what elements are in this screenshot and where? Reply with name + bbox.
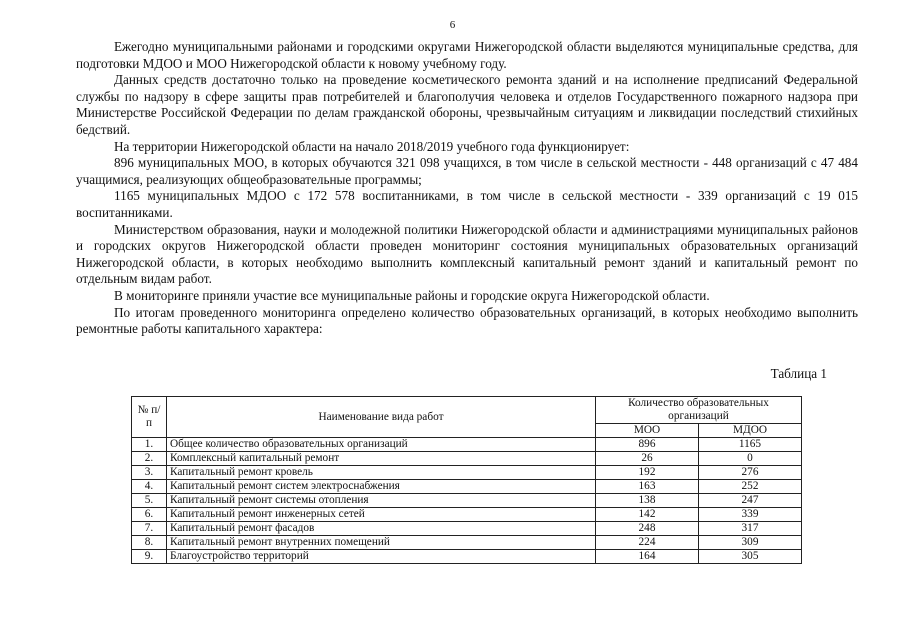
row-name: Капитальный ремонт систем электроснабжения	[167, 480, 596, 494]
row-num: 2.	[132, 452, 167, 466]
row-num: 8.	[132, 536, 167, 550]
table-row	[132, 550, 802, 564]
row-name: Капитальный ремонт внутренних помещений	[167, 536, 596, 550]
body-text	[76, 39, 858, 338]
table-row	[132, 522, 802, 536]
paragraph: Данных средств достаточно только на проведение косметического ремонта зданий и на исполнение предписаний Федеральной службы по надзору в сфере защиты прав потребителей и благополучия человека и отделов Государственного пожарного надзора при Министерстве Российской Федерации по делам гражданской обороны, чрезвычайным ситуациям и ликвидации последствий стихийных бедствий.	[76, 72, 858, 137]
row-mdoo: 0	[699, 452, 802, 466]
paragraph: На территории Нижегородской области на начало 2018/2019 учебного года функционирует:	[114, 138, 630, 154]
row-num: 1.	[132, 438, 167, 452]
row-moo: 138	[596, 494, 699, 508]
row-name: Капитальный ремонт кровель	[167, 466, 596, 480]
paragraph: 896 муниципальных МОО, в которых обучаются 321 098 учащихся, в том числе в сельской местности - 448 организаций с 47 484 учащимися, реализующих общеобразовательные программы;	[76, 155, 858, 187]
row-mdoo: 252	[699, 480, 802, 494]
header-name: Наименование вида работ	[167, 397, 596, 438]
row-mdoo: 1165	[699, 438, 802, 452]
row-num: 6.	[132, 508, 167, 522]
row-name: Капитальный ремонт системы отопления	[167, 494, 596, 508]
row-moo: 163	[596, 480, 699, 494]
row-moo: 896	[596, 438, 699, 452]
row-num: 4.	[132, 480, 167, 494]
table-row	[132, 466, 802, 480]
row-mdoo: 317	[699, 522, 802, 536]
row-moo: 164	[596, 550, 699, 564]
header-num: № п/п	[132, 397, 167, 438]
table-row	[132, 438, 802, 452]
paragraph: Ежегодно муниципальными районами и городскими округами Нижегородской области выделяются муниципальные средства, для подготовки МДОО и МОО Нижегородской области к новому учебному году.	[76, 39, 858, 71]
row-moo: 26	[596, 452, 699, 466]
page-number: 6	[449, 19, 456, 31]
row-num: 9.	[132, 550, 167, 564]
paragraph: Министерством образования, науки и молодежной политики Нижегородской области и администрациями муниципальных районов и городских округов Нижегородской области проведен мониторинг состояния муниципальных образовательных организаций Нижегородской области, в которых необходимо выполнить комплексный капитальный ремонт зданий и капитальный ремонт по отдельным видам работ.	[76, 221, 858, 287]
paragraph: По итогам проведенного мониторинга определено количество образовательных организаций, в которых необходимо выполнить ремонтные работы капитального характера:	[76, 304, 858, 337]
row-name: Благоустройство территорий	[167, 550, 596, 564]
paragraph: 1165 муниципальных МДОО с 172 578 воспитанниками, в том числе в сельской местности - 339 организаций с 19 015 воспитанниками.	[76, 188, 858, 220]
table-row	[132, 480, 802, 494]
row-num: 5.	[132, 494, 167, 508]
row-mdoo: 276	[699, 466, 802, 480]
repair-table	[131, 396, 802, 564]
header-moo: МОО	[596, 424, 699, 438]
row-moo: 224	[596, 536, 699, 550]
table-row	[132, 494, 802, 508]
table-row	[132, 536, 802, 550]
table-caption: Таблица 1	[770, 366, 827, 381]
table-header-row	[132, 397, 802, 424]
table-row	[132, 452, 802, 466]
table-row	[132, 508, 802, 522]
row-mdoo: 247	[699, 494, 802, 508]
row-name: Комплексный капитальный ремонт	[167, 452, 596, 466]
row-mdoo: 305	[699, 550, 802, 564]
row-moo: 192	[596, 466, 699, 480]
header-mdoo: МДОО	[699, 424, 802, 438]
row-name: Капитальный ремонт инженерных сетей	[167, 508, 596, 522]
row-num: 3.	[132, 466, 167, 480]
row-mdoo: 339	[699, 508, 802, 522]
paragraph: В мониторинге приняли участие все муниципальные районы и городские округа Нижегородской области.	[114, 287, 710, 303]
row-moo: 248	[596, 522, 699, 536]
header-group: Количество образовательных организаций	[596, 397, 802, 424]
row-mdoo: 309	[699, 536, 802, 550]
row-name: Капитальный ремонт фасадов	[167, 522, 596, 536]
row-num: 7.	[132, 522, 167, 536]
row-moo: 142	[596, 508, 699, 522]
row-name: Общее количество образовательных организаций	[167, 438, 596, 452]
